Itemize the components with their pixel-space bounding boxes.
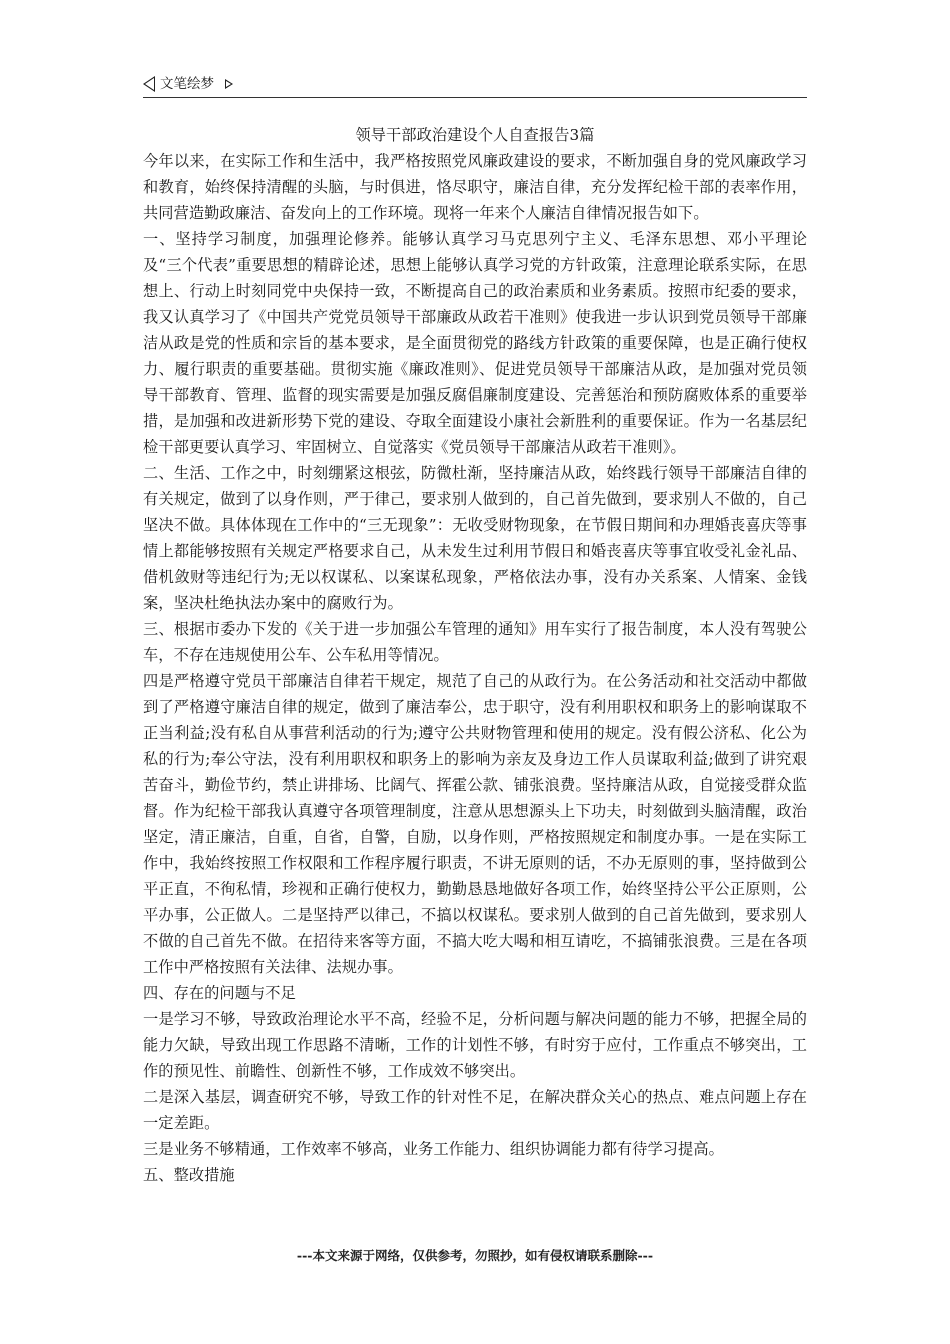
paragraph: 今年以来，在实际工作和生活中，我严格按照党风廉政建设的要求，不断加强自身的党风廉政学习和教育，始终保持清醒的头脑，与时俱进，恪尽职守，廉洁自律，充分发挥纪检干部的表率作用，共同营造勤政廉洁、奋发向上的工作环境。现将一年来个人廉洁自律情况报告如下。	[143, 152, 807, 222]
brand-name: 文笔绘梦	[160, 76, 214, 92]
document-title: 领导干部政治建设个人自查报告3篇	[355, 126, 595, 144]
section-heading: 四、存在的问题与不足	[143, 984, 296, 1002]
paragraph: 三、根据市委办下发的《关于进一步加强公车管理的通知》用车实行了报告制度，本人没有驾驶公车，不存在违规使用公车、公车私用等情况。	[143, 620, 807, 664]
triangle-left-icon	[143, 76, 155, 92]
paragraph: 四是严格遵守党员干部廉洁自律若干规定，规范了自己的从政行为。在公务活动和社交活动中都做到了严格遵守廉洁自律的规定，做到了廉洁奉公，忠于职守，没有利用职权和职务上的影响谋取不正当利益;没有私自从事营利活动的行为;遵守公共财物管理和使用的规定。没有假公济私、化公为私的行为;奉公守法，没有利用职权和职务上的影响为亲友及身边工作人员谋取利益;做到了讲究艰苦奋斗，勤俭节约，禁止讲排场、比阔气、挥霍公款、铺张浪费。坚持廉洁从政，自觉接受群众监督。作为纪检干部我认真遵守各项管理制度，注意从思想源头上下功夫，时刻做到头脑清醒，政治坚定，清正廉洁，自重，自省，自警，自励，以身作则，严格按照规定和制度办事。一是在实际工作中，我始终按照工作权限和工作程序履行职责，不讲无原则的话，不办无原则的事，坚持做到公平正直，不徇私情，珍视和正确行使权力，勤勤恳恳地做好各项工作，始终坚持公平公正原则，公平办事，公正做人。二是坚持严以律己，不搞以权谋私。要求别人做到的自己首先做到，要求别人不做的自己首先不做。在招待来客等方面，不搞大吃大喝和相互请吃，不搞铺张浪费。三是在各项工作中严格按照有关法律、法规办事。	[143, 672, 807, 976]
paragraph: 二是深入基层，调查研究不够，导致工作的针对性不足，在解决群众关心的热点、难点问题上存在一定差距。	[143, 1088, 807, 1132]
paragraph: 二、生活、工作之中，时刻绷紧这根弦，防微杜渐，坚持廉洁从政，始终践行领导干部廉洁自律的有关规定，做到了以身作则，严于律己，要求别人做到的，自己首先做到，要求别人不做的，自己坚决不做。具体体现在工作中的“三无现象”：无收受财物现象，在节假日期间和办理婚丧喜庆等事情上都能够按照有关规定严格要求自己，从未发生过利用节假日和婚丧喜庆等事宜收受礼金礼品、借机敛财等违纪行为;无以权谋私、以案谋私现象，严格依法办事，没有办关系案、人情案、金钱案，坚决杜绝执法办案中的腐败行为。	[143, 464, 807, 612]
document-body	[143, 122, 807, 1188]
brand	[143, 72, 233, 96]
header-divider	[143, 97, 807, 98]
source-notice: ---本文来源于网络，仅供参考，勿照抄，如有侵权请联系删除---	[296, 1248, 654, 1263]
paragraph: 三是业务不够精通，工作效率不够高，业务工作能力、组织协调能力都有待学习提高。	[143, 1140, 724, 1158]
page-header	[143, 72, 807, 98]
paragraph: 一是学习不够，导致政治理论水平不高，经验不足，分析问题与解决问题的能力不够，把握全局的能力欠缺，导致出现工作思路不清晰，工作的计划性不够，有时穷于应付，工作重点不够突出，工作的预见性、前瞻性、创新性不够，工作成效不够突出。	[143, 1010, 807, 1080]
triangle-right-icon	[225, 79, 233, 89]
paragraph: 一、坚持学习制度，加强理论修养。能够认真学习马克思列宁主义、毛泽东思想、邓小平理论及“三个代表”重要思想的精辟论述，思想上能够认真学习党的方针政策，注意理论联系实际，在思想上、行动上时刻同党中央保持一致，不断提高自己的政治素质和业务素质。按照市纪委的要求，我又认真学习了《中国共产党党员领导干部廉政从政若干准则》使我进一步认识到党员领导干部廉洁从政是党的性质和宗旨的基本要求，是全面贯彻党的路线方针政策的重要保障，也是正确行使权力、履行职责的重要基础。贯彻实施《廉政准则》、促进党员领导干部廉洁从政，是加强对党员领导干部教育、管理、监督的现实需要是加强反腐倡廉制度建设、完善惩治和预防腐败体系的重要举措，是加强和改进新形势下党的建设、夺取全面建设小康社会新胜利的重要保证。作为一名基层纪检干部更要认真学习、牢固树立、自觉落实《党员领导干部廉洁从政若干准则》。	[143, 230, 807, 456]
section-heading: 五、整改措施	[143, 1166, 235, 1184]
